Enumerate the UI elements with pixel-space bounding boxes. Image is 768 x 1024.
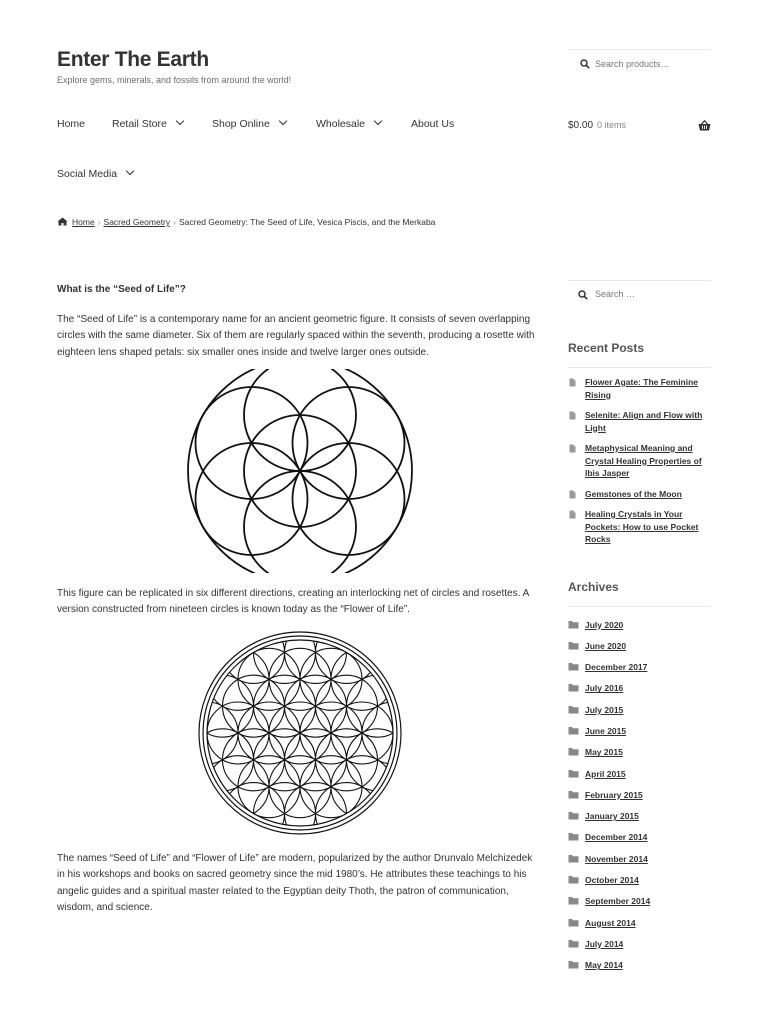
archives-title: Archives bbox=[568, 580, 711, 607]
document-icon bbox=[569, 510, 576, 519]
archive-item bbox=[568, 682, 711, 703]
document-icon bbox=[569, 490, 576, 499]
nav-home[interactable]: Home bbox=[57, 118, 86, 130]
breadcrumb-category[interactable]: Sacred Geometry bbox=[103, 217, 171, 227]
recent-posts-list bbox=[568, 376, 711, 546]
archive-item bbox=[568, 831, 711, 852]
archive-item bbox=[568, 661, 711, 682]
sidebar-search-input[interactable]: Search … bbox=[595, 289, 636, 299]
folder-icon bbox=[568, 811, 579, 820]
archives-list bbox=[568, 619, 711, 981]
archive-item bbox=[568, 895, 711, 916]
archive-link[interactable]: June 2015 bbox=[585, 725, 627, 736]
folder-icon bbox=[568, 747, 579, 756]
seed-of-life-image bbox=[182, 369, 418, 573]
archive-item bbox=[568, 810, 711, 831]
folder-icon bbox=[568, 790, 579, 799]
archive-item bbox=[568, 746, 711, 767]
nav-about[interactable]: About Us bbox=[411, 118, 455, 130]
header-search-input[interactable]: Search products… bbox=[595, 59, 670, 69]
breadcrumb-current: Sacred Geometry: The Seed of Life, Vesica Piscis, and the Merkaba bbox=[179, 217, 436, 227]
breadcrumb bbox=[57, 217, 435, 227]
breadcrumb-separator-icon: › bbox=[173, 217, 176, 227]
archive-item bbox=[568, 725, 711, 746]
folder-icon bbox=[568, 832, 579, 841]
breadcrumb-home[interactable]: Home bbox=[72, 217, 95, 227]
recent-post-link[interactable]: Flower Agate: The Feminine Rising bbox=[585, 377, 699, 400]
article-paragraph: The “Seed of Life” is a contemporary name for an ancient geometric figure. It consists of seven overlapping circles with the same diameter. Six of them are regularly spaced within the seventh, producing a rosette with eighteen lens shaped petals: six smaller ones inside and twelve larger ones outside. bbox=[57, 314, 535, 358]
site-title[interactable]: Enter The Earth bbox=[57, 48, 209, 71]
nav-social-media-label: Social Media bbox=[57, 168, 118, 180]
recent-post-item bbox=[568, 376, 711, 401]
archive-link[interactable]: May 2014 bbox=[585, 960, 623, 971]
search-icon bbox=[580, 59, 590, 69]
folder-icon bbox=[568, 854, 579, 863]
seed-circle bbox=[244, 369, 356, 471]
recent-post-item bbox=[568, 508, 711, 546]
archive-link[interactable]: December 2014 bbox=[585, 832, 648, 843]
nav-wholesale-label: Wholesale bbox=[316, 118, 366, 130]
chevron-down-icon bbox=[126, 167, 134, 175]
folder-icon bbox=[568, 918, 579, 927]
article-heading: What is the “Seed of Life”? bbox=[57, 284, 186, 295]
archive-link[interactable]: July 2020 bbox=[585, 619, 624, 630]
folder-icon bbox=[568, 683, 579, 692]
nav-retail-store[interactable] bbox=[112, 118, 183, 130]
archive-link[interactable]: January 2015 bbox=[585, 811, 639, 822]
document-icon bbox=[569, 444, 576, 453]
article-paragraph: The names “Seed of Life” and “Flower of Life” are modern, popularized by the author Drunvalo Melchizedek in his workshops and books on sacred geometry since the mid 1980’s. He attributes these teachings to his angelic guides and a spiritual master related to the Egyptian deity Thoth, the patron of communication, wisdom, and science. bbox=[57, 853, 533, 913]
recent-post-link[interactable]: Selenite: Align and Flow with Light bbox=[585, 410, 703, 433]
folder-icon bbox=[568, 662, 579, 671]
recent-post-link[interactable]: Metaphysical Meaning and Crystal Healing Properties of Ibis Jasper bbox=[585, 443, 702, 478]
archive-item bbox=[568, 640, 711, 661]
archive-link[interactable]: February 2015 bbox=[585, 789, 643, 800]
nav-wholesale[interactable] bbox=[316, 118, 381, 130]
archive-link[interactable]: April 2015 bbox=[585, 768, 626, 779]
archive-link[interactable]: July 2016 bbox=[585, 683, 624, 694]
seed-circle bbox=[244, 471, 356, 573]
archive-item bbox=[568, 874, 711, 895]
basket-icon bbox=[698, 120, 711, 131]
archive-link[interactable]: May 2015 bbox=[585, 747, 623, 758]
cart-amount: $0.00 bbox=[568, 120, 594, 131]
sidebar-search[interactable] bbox=[568, 280, 711, 309]
nav-shop-online[interactable] bbox=[212, 118, 286, 130]
chevron-down-icon bbox=[279, 117, 287, 125]
recent-post-item bbox=[568, 409, 711, 434]
folder-icon bbox=[568, 939, 579, 948]
archive-link[interactable]: July 2015 bbox=[585, 704, 624, 715]
archive-item bbox=[568, 917, 711, 938]
archive-link[interactable]: June 2020 bbox=[585, 640, 627, 651]
archive-link[interactable]: September 2014 bbox=[585, 896, 651, 907]
recent-post-link[interactable]: Healing Crystals in Your Pockets: How to use Pocket Rocks bbox=[585, 509, 699, 544]
archive-item bbox=[568, 768, 711, 789]
archive-item bbox=[568, 704, 711, 725]
document-icon bbox=[569, 378, 576, 387]
folder-icon bbox=[568, 726, 579, 735]
folder-icon bbox=[568, 705, 579, 714]
sidebar bbox=[568, 280, 711, 981]
article-paragraph: This figure can be replicated in six different directions, creating an interlocking net of circles and rosettes. A version constructed from nineteen circles is known today as the “Flower of Life”. bbox=[57, 587, 529, 616]
cart-link[interactable] bbox=[568, 120, 711, 131]
recent-post-link[interactable]: Gemstones of the Moon bbox=[585, 488, 682, 499]
nav-social-media[interactable] bbox=[57, 168, 133, 180]
site-tagline: Explore gems, minerals, and fossils from around the world! bbox=[57, 75, 292, 85]
home-icon bbox=[57, 217, 68, 226]
archive-link[interactable]: December 2017 bbox=[585, 662, 648, 673]
folder-icon bbox=[568, 960, 579, 969]
archive-link[interactable]: July 2014 bbox=[585, 938, 624, 949]
archive-item bbox=[568, 619, 711, 640]
archive-link[interactable]: August 2014 bbox=[585, 917, 636, 928]
archive-item bbox=[568, 959, 711, 980]
article-content bbox=[57, 282, 542, 916]
archive-link[interactable]: November 2014 bbox=[585, 853, 648, 864]
folder-icon bbox=[568, 875, 579, 884]
archive-link[interactable]: October 2014 bbox=[585, 875, 639, 886]
archive-item bbox=[568, 938, 711, 959]
folder-icon bbox=[568, 620, 579, 629]
chevron-down-icon bbox=[176, 117, 184, 125]
document-icon bbox=[569, 411, 576, 420]
breadcrumb-separator-icon: › bbox=[97, 217, 101, 227]
nav-shop-online-label: Shop Online bbox=[212, 118, 270, 130]
search-icon bbox=[578, 290, 588, 300]
flower-of-life-image bbox=[182, 629, 418, 839]
folder-icon bbox=[568, 641, 579, 650]
recent-post-item bbox=[568, 442, 711, 480]
cart-item-count: 0 items bbox=[597, 120, 627, 130]
folder-icon bbox=[568, 896, 579, 905]
flower-grid bbox=[182, 629, 418, 839]
archive-item bbox=[568, 789, 711, 810]
archive-item bbox=[568, 853, 711, 874]
folder-icon bbox=[568, 769, 579, 778]
nav-retail-store-label: Retail Store bbox=[112, 118, 167, 130]
chevron-down-icon bbox=[374, 117, 382, 125]
header-search[interactable] bbox=[568, 49, 711, 78]
recent-post-item bbox=[568, 488, 711, 501]
recent-posts-title: Recent Posts bbox=[568, 341, 711, 368]
